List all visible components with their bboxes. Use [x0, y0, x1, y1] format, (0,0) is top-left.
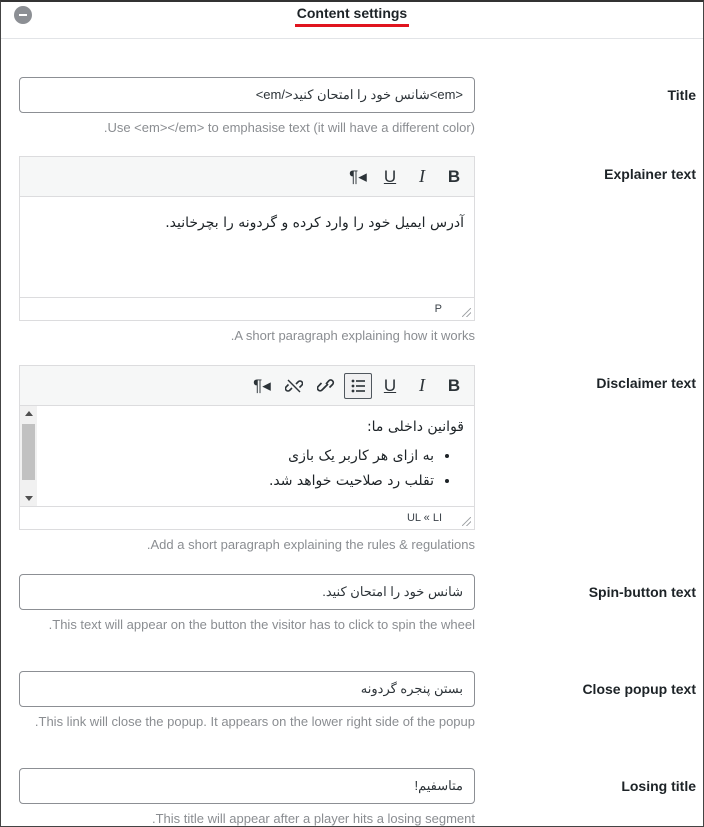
disclaimer-list: [46, 444, 464, 494]
title-hint: Use <em></em> to emphasise text (it will have a different color).: [103, 120, 475, 135]
underline-icon[interactable]: U: [383, 375, 397, 395]
disclaimer-heading: قوانین داخلی ما:: [366, 419, 464, 435]
italic-icon[interactable]: I: [419, 375, 425, 395]
explainer-label: Explainer text: [604, 166, 696, 182]
list-item: • تقلب رد صلاحیت خواهد شد.: [46, 469, 434, 494]
losing-title-input[interactable]: متاسفیم!: [19, 768, 475, 804]
editor-scrollbar[interactable]: [20, 406, 37, 506]
bold-icon[interactable]: B: [447, 166, 461, 186]
resize-handle-icon[interactable]: [462, 517, 471, 526]
explainer-toolbar: [20, 157, 474, 197]
losing-title-hint: This title will appear after a player hits a losing segment.: [151, 811, 475, 826]
scroll-thumb[interactable]: [22, 424, 35, 480]
explainer-element-path[interactable]: P: [434, 303, 442, 315]
close-popup-label: Close popup text: [582, 681, 696, 697]
disclaimer-statusbar: [20, 506, 474, 529]
paragraph-rtl-icon[interactable]: ¶◂: [253, 375, 271, 395]
explainer-statusbar: [20, 297, 474, 320]
bulleted-list-icon[interactable]: [344, 373, 372, 399]
unlink-icon[interactable]: [280, 373, 308, 399]
resize-handle-icon[interactable]: [462, 308, 471, 317]
italic-icon[interactable]: I: [419, 166, 425, 186]
link-icon[interactable]: [312, 373, 340, 399]
explainer-editor-body[interactable]: [20, 197, 474, 297]
close-popup-input[interactable]: بستن پنجره گردونه: [19, 671, 475, 707]
panel-title: Content settings: [1, 5, 703, 24]
scroll-down-icon[interactable]: [25, 496, 33, 501]
spin-button-label: Spin-button text: [588, 584, 696, 600]
title-input[interactable]: <em>شانس خود را امتحان کنید</em>: [19, 77, 475, 113]
explainer-content: آدرس ایمیل خود را وارد کرده و گردونه را بچرخانید.: [165, 215, 464, 231]
disclaimer-toolbar: [20, 366, 474, 406]
scroll-up-icon[interactable]: [25, 411, 33, 416]
title-label: Title: [667, 87, 696, 103]
close-popup-hint: This link will close the popup. It appears on the lower right side of the popup.: [34, 714, 475, 729]
spin-button-input[interactable]: شانس خود را امتحان کنید.: [19, 574, 475, 610]
disclaimer-hint: Add a short paragraph explaining the rules & regulations.: [146, 537, 475, 552]
paragraph-rtl-icon[interactable]: ¶◂: [349, 166, 367, 186]
underline-icon[interactable]: U: [383, 166, 397, 186]
bold-icon[interactable]: B: [447, 375, 461, 395]
disclaimer-element-path[interactable]: UL « LI: [406, 512, 442, 524]
explainer-editor: [19, 156, 475, 321]
panel-header: [1, 2, 703, 39]
disclaimer-label: Disclaimer text: [596, 375, 696, 391]
losing-title-label: Losing title: [621, 778, 696, 794]
disclaimer-editor: [19, 365, 475, 530]
list-item: • به ازای هر کاربر یک بازی: [46, 444, 434, 469]
explainer-hint: A short paragraph explaining how it works.: [230, 328, 475, 343]
spin-button-hint: This text will appear on the button the visitor has to click to spin the wheel.: [48, 617, 475, 632]
disclaimer-editor-body[interactable]: [20, 406, 474, 506]
